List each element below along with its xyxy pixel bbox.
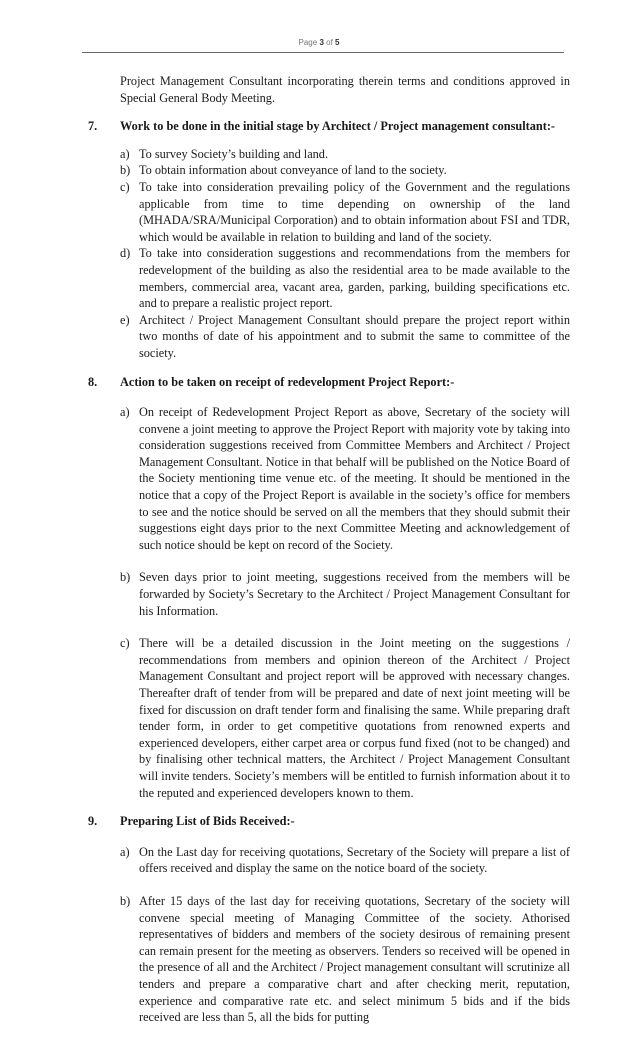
item-letter: a) bbox=[120, 405, 130, 420]
item-text: On receipt of Redevelopment Project Report as above, Secretary of the society will convene a joint meeting to approve the Project Report with majority vote by taking into consideration suggestions received from Committee Members and Architect / Project Management Consultant. Notice in that behalf will be published on the Notice Board of the Society mentioning time venue etc. of the meeting. It should be mentioned in the notice that a copy of the Project Report is available in the society’s office for members to see and the notice should be served on all the members that they should submit their suggestions eight days prior to the next Committee Meeting and acknowledgement of such notice should be kept on record of the Society. bbox=[139, 405, 570, 552]
section-title: Work to be done in the initial stage by Architect / Project management consultant:- bbox=[120, 119, 556, 134]
item-text: To obtain information about conveyance of land to the society. bbox=[139, 163, 447, 178]
page-label: Page bbox=[298, 38, 318, 47]
item-letter: e) bbox=[120, 312, 130, 327]
of-label: of bbox=[326, 38, 333, 47]
page-header bbox=[0, 38, 638, 47]
section-items bbox=[120, 146, 570, 362]
header-divider bbox=[82, 52, 564, 53]
section-items bbox=[120, 844, 570, 1026]
item-letter: b) bbox=[120, 893, 131, 908]
item-text: To take into consideration prevailing policy of the Government and the regulations applicable from time to time depending on ownership of the land (MHADA/SRA/Municipal Corporation) and to obtain information about FSI and TDR, which would be available in relation to building and land of the society. bbox=[139, 179, 570, 244]
list-item bbox=[120, 179, 570, 245]
intro-paragraph: Project Management Consultant incorporating therein terms and conditions approved in Special General Body Meeting. bbox=[120, 74, 570, 105]
item-letter: a) bbox=[120, 146, 130, 161]
section-number: 7. bbox=[88, 119, 98, 134]
section-8 bbox=[88, 374, 570, 802]
section-number: 8. bbox=[88, 374, 98, 389]
item-text: Seven days prior to joint meeting, suggestions received from the members will be forwarded by Society’s Secretary to the Architect / Project Management Consultant for his Information. bbox=[139, 570, 570, 618]
list-item bbox=[120, 162, 570, 179]
section-heading bbox=[88, 374, 570, 391]
list-item bbox=[120, 893, 570, 1026]
total-pages-number: 5 bbox=[335, 38, 340, 47]
section-items bbox=[120, 404, 570, 801]
section-number: 9. bbox=[88, 814, 98, 829]
list-item bbox=[120, 635, 570, 801]
list-item bbox=[120, 146, 570, 163]
section-7 bbox=[88, 118, 570, 361]
item-letter: b) bbox=[120, 570, 131, 585]
item-letter: a) bbox=[120, 844, 130, 859]
item-text: To take into consideration suggestions and recommendations from the members for redevelopment of the building as also the residential area to be made available to the members, commercial area, vacant area, garden, parking, building specifications etc. and to prepare a realistic project report. bbox=[139, 246, 570, 311]
item-text: To survey Society’s building and land. bbox=[139, 146, 329, 161]
item-letter: b) bbox=[120, 163, 131, 178]
list-item bbox=[120, 245, 570, 311]
section-heading bbox=[88, 118, 570, 135]
item-text: There will be a detailed discussion in the Joint meeting on the suggestions / recommendations from members and opinion thereon of the Architect / Project Management Consultant and project report will be approved with necessary changes. Thereafter draft of tender from will be prepared and date of next joint meeting will be fixed for discussion on draft tender form and finalising the same. While preparing draft tender form, in order to get competitive quotations from renowned experts and experienced developers, either carpet area or corpus fund fixed (not to be changed) and by finalising other technical matters, the Architect / Project Management Consultant will invite tenders. Society’s members will be entitled to furnish information about it to the reputed and experienced developers known to them. bbox=[139, 636, 570, 800]
section-title: Preparing List of Bids Received:- bbox=[120, 814, 295, 829]
list-item bbox=[120, 569, 570, 619]
list-item bbox=[120, 404, 570, 553]
list-item bbox=[120, 312, 570, 362]
item-letter: c) bbox=[120, 636, 130, 651]
section-9 bbox=[88, 813, 570, 1026]
item-text: On the Last day for receiving quotations, Secretary of the Society will prepare a list of offers received and display the same on the notice board of the society. bbox=[139, 844, 570, 876]
current-page-number: 3 bbox=[319, 38, 324, 47]
section-title: Action to be taken on receipt of redevelopment Project Report:- bbox=[120, 374, 455, 389]
item-text: Architect / Project Management Consultant should prepare the project report within two months of date of his appointment and to submit the same to committee of the society. bbox=[139, 312, 570, 360]
item-letter: c) bbox=[120, 179, 130, 194]
section-heading bbox=[88, 813, 570, 830]
item-text: After 15 days of the last day for receiving quotations, Secretary of the society will convene special meeting of Managing Committee of the society. Athorised representatives of bidders and members of the society desirous of remaining present can remain present for the meeting as observers. Tenders so received will be opened in the presence of all and the Architect / Project management consultant will scrutinize all tenders and prepare a comparative chart and after checking merit, reputation, experience and comparative rate etc. and select minimum 5 bids and if the bids received are less than 5, all the bids for putting bbox=[139, 893, 570, 1025]
list-item bbox=[120, 844, 570, 877]
document-body bbox=[88, 73, 570, 1026]
item-letter: d) bbox=[120, 246, 131, 261]
